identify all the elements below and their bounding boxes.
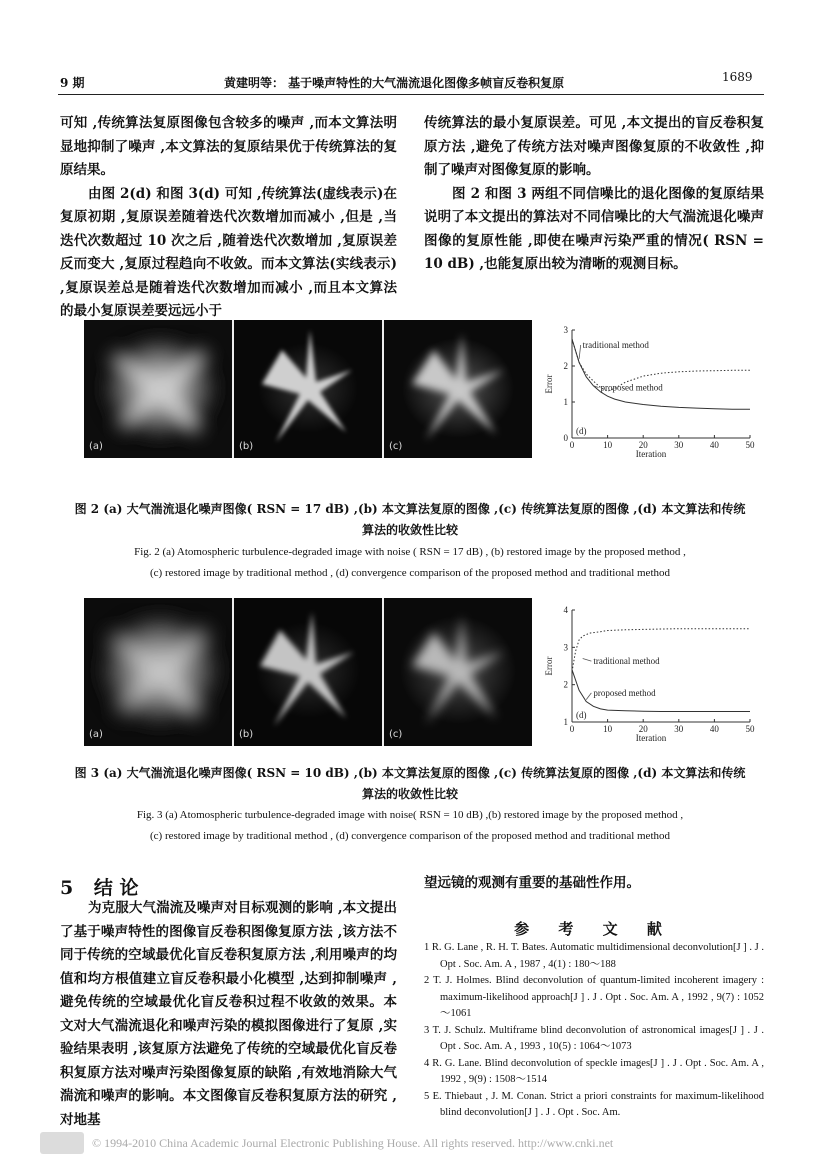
paragraph: 传统算法的最小复原误差。可见 ,本文提出的盲反卷积复原方法 ,避免了传统方法对噪声图像复原的不收敛性 ,抑制了噪声对图像复原的影响。 bbox=[424, 115, 764, 178]
y-axis-label: Error bbox=[544, 374, 554, 394]
page-number: 1689 bbox=[722, 70, 753, 84]
traditional-restored-image bbox=[384, 598, 532, 746]
references-title: 参 考 文 献 bbox=[514, 920, 674, 938]
figure-2-caption-en-1: Fig. 2 (a) Atomospheric turbulence-degraded image with noise ( RSN = 17 dB) , (b) restored image by the proposed method , bbox=[134, 546, 686, 558]
x-tick-label: 40 bbox=[709, 440, 719, 450]
panel-label: (c) bbox=[389, 441, 403, 452]
y-tick-label: 1 bbox=[563, 717, 568, 727]
right-column-top bbox=[424, 112, 764, 277]
figure-2 bbox=[84, 320, 760, 458]
figure-3 bbox=[84, 598, 760, 746]
panel-label: (d) bbox=[576, 710, 587, 720]
section-title: 结 论 bbox=[93, 877, 139, 899]
y-axis-label: Error bbox=[544, 656, 554, 676]
x-tick-label: 40 bbox=[709, 724, 719, 734]
left-column-top bbox=[60, 112, 397, 324]
reference-list bbox=[424, 940, 764, 1122]
proposed-restored-image bbox=[234, 598, 382, 746]
reference-item: 3 T. J. Schulz. Multiframe blind deconvolution of astronomical images[J ] . J . Opt . Soc. Am. A , 1993 , 10(5) : 1064～1073 bbox=[424, 1024, 764, 1052]
right-column-bottom bbox=[424, 872, 764, 896]
series-label: proposed method bbox=[600, 382, 663, 393]
panel-label: (b) bbox=[239, 441, 254, 452]
running-title: 黄建明等： 基于噪声特性的大气湍流退化图像多帧盲反卷积复原 bbox=[224, 76, 565, 90]
panel-label: (b) bbox=[239, 729, 254, 740]
series-leader-line bbox=[583, 659, 592, 662]
y-tick-label: 2 bbox=[563, 679, 568, 690]
figure-2-caption-cn-2: 算法的收敛性比较 bbox=[361, 523, 458, 537]
x-tick-label: 10 bbox=[603, 724, 613, 734]
x-axis-label: Iteration bbox=[635, 733, 667, 743]
y-tick-label: 3 bbox=[563, 325, 568, 335]
figure-2-caption-cn-1: 图 2 (a) 大气湍流退化噪声图像( RSN = 17 dB) ,(b) 本文算法复原的图像 ,(c) 传统算法复原的图像 ,(d) 本文算法和传统 bbox=[74, 502, 746, 516]
reference-item: 4 R. G. Lane. Blind deconvolution of speckle images[J ] . J . Opt . Soc. Am. A , 1992 , 9(9) : 1508～1514 bbox=[424, 1057, 764, 1085]
figure-3-caption-cn-2: 算法的收敛性比较 bbox=[361, 787, 458, 801]
reference-item: 2 T. J. Holmes. Blind deconvolution of quantum-limited incoherent imagery : maximum-likelihood approach[J ] . J . Opt . Soc. Am. A , 1992 , 9(7) : 1052～1061 bbox=[424, 975, 764, 1019]
degraded-image bbox=[84, 320, 232, 458]
footer bbox=[40, 1132, 780, 1156]
y-tick-label: 0 bbox=[563, 433, 568, 443]
paragraph: 由图 2(d) 和图 3(d) 可知 ,传统算法(虚线表示)在复原初期 ,复原误差随着迭代次数增加而减小 ,但是 ,当迭代次数超过 10 次之后 ,随着迭代次数增加 ,复原误差反而变大 ,复原过程趋向不收敛。而本文算法(实线表示) ,复原误差总是随着迭代次数增加而减小 ,而且本文算法的最小复原误差要远远小于 bbox=[60, 185, 397, 319]
issue-number: 9 期 bbox=[60, 76, 85, 90]
x-tick-label: 50 bbox=[745, 724, 755, 734]
paragraph: 可知 ,传统算法复原图像包含较多的噪声 ,而本文算法明显地抑制了噪声 ,本文算法的复原结果优于传统算法的复原结果。 bbox=[60, 115, 397, 178]
cnki-logo-icon bbox=[40, 1132, 84, 1154]
series-label: proposed method bbox=[593, 687, 656, 698]
panel-label: (a) bbox=[89, 441, 103, 452]
figure-3-caption-cn-1: 图 3 (a) 大气湍流退化噪声图像( RSN = 10 dB) ,(b) 本文算法复原的图像 ,(c) 传统算法复原的图像 ,(d) 本文算法和传统 bbox=[74, 766, 746, 780]
x-tick-label: 0 bbox=[569, 440, 575, 450]
panel-label: (a) bbox=[89, 729, 103, 740]
section-number: 5 bbox=[60, 877, 74, 899]
y-tick-label: 3 bbox=[563, 642, 568, 653]
x-tick-label: 0 bbox=[569, 724, 575, 734]
traditional-restored-image bbox=[384, 320, 532, 458]
figure-3-caption-en-1: Fig. 3 (a) Atomospheric turbulence-degraded image with noise( RSN = 10 dB) ,(b) restored image by the proposed method , bbox=[136, 809, 684, 821]
panel-label: (c) bbox=[389, 729, 403, 740]
copyright-text: © 1994-2010 China Academic Journal Electronic Publishing House. All rights reserved. http://www.cnki.net bbox=[92, 1136, 614, 1150]
convergence-chart-fig2 bbox=[532, 320, 760, 458]
convergence-chart-fig3 bbox=[532, 598, 760, 746]
paragraph: 为克服大气湍流及噪声对目标观测的影响 ,本文提出了基于噪声特性的图像盲反卷积图像复原方法 ,该方法不同于传统的空域最优化盲反卷积复原方法 ,利用噪声的均值和均方根值建立盲反卷积最小化模型 ,达到抑制噪声 ,避免传统的空域最优化盲反卷积过程不收敛的效果。本文对大气湍流退化和噪声污染的模拟图像进行了复原 ,实验结果表明 ,该复原方法避免了传统的空域最优化盲反卷积复原方法对噪声污染图像复原的缺陷 ,有效地消除大气湍流和噪声的影响。本文图像盲反卷积复原方法的研究 ,对地基 bbox=[60, 900, 397, 1128]
y-tick-label: 2 bbox=[563, 361, 568, 371]
x-tick-label: 30 bbox=[674, 440, 684, 450]
series-label: traditional method bbox=[593, 656, 660, 667]
paragraph: 望远镜的观测有重要的基础性作用。 bbox=[424, 875, 640, 891]
header-rule bbox=[58, 94, 764, 95]
y-tick-label: 4 bbox=[563, 605, 568, 615]
y-tick-label: 1 bbox=[563, 397, 568, 407]
x-tick-label: 20 bbox=[638, 440, 648, 450]
conclusion-paragraph bbox=[60, 897, 397, 1132]
reference-item: 5 E. Thiebaut , J. M. Conan. Strict a priori constraints for maximum-likelihood blind deconvolution[J ] . J . Opt . Soc. Am. bbox=[424, 1090, 764, 1118]
proposed-restored-image bbox=[234, 320, 382, 458]
x-axis-label: Iteration bbox=[635, 449, 667, 458]
series-leader-line bbox=[586, 693, 591, 700]
figure-3-caption-en-2: (c) restored image by traditional method , (d) convergence comparison of the proposed method and traditional method bbox=[150, 830, 670, 842]
figure-2-caption-en-2: (c) restored image by traditional method , (d) convergence comparison of the proposed method and traditional method bbox=[150, 567, 670, 579]
panel-label: (d) bbox=[576, 426, 587, 436]
degraded-image bbox=[84, 598, 232, 746]
x-tick-label: 10 bbox=[603, 440, 613, 450]
x-tick-label: 30 bbox=[674, 724, 684, 734]
x-tick-label: 20 bbox=[638, 724, 648, 734]
paragraph: 图 2 和图 3 两组不同信噪比的退化图像的复原结果说明了本文提出的算法对不同信噪比的大气湍流退化噪声图像的复原性能 ,即使在噪声污染严重的情况( RSN = 10 dB) ,也能复原出较为清晰的观测目标。 bbox=[424, 185, 764, 272]
x-tick-label: 50 bbox=[745, 440, 755, 450]
series-label: traditional method bbox=[582, 340, 649, 350]
reference-item: 1 R. G. Lane , R. H. T. Bates. Automatic multidimensional deconvolution[J ] . J . Opt . Soc. Am. A , 1987 , 4(1) : 180～188 bbox=[424, 942, 764, 970]
section-heading bbox=[60, 873, 138, 900]
series-leader-line bbox=[579, 345, 581, 359]
